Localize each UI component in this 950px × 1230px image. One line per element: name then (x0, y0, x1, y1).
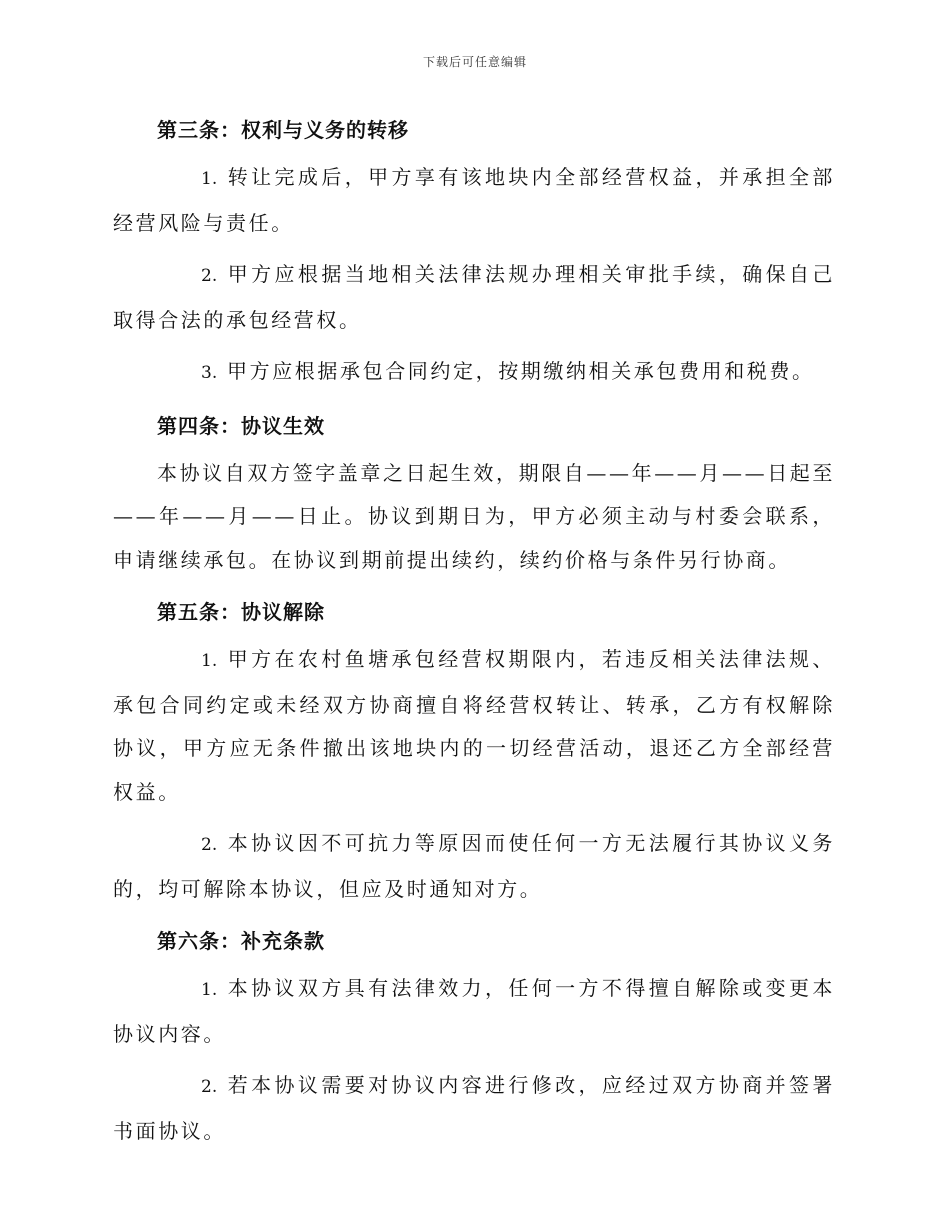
clause-number: 1. (201, 169, 218, 189)
clause-text: 本协议因不可抗力等原因而使任何一方无法履行其协议义务的，均可解除本协议，但应及时通知对方。 (113, 831, 835, 901)
clause-number: 2. (201, 266, 218, 286)
document-body (113, 108, 835, 1161)
clause-number: 2. (201, 835, 218, 855)
clause-item (113, 1064, 835, 1153)
clause-number: 1. (201, 651, 218, 671)
clause-item (113, 253, 835, 342)
page-header: 下载后可任意编辑 (422, 55, 527, 69)
clause-item (113, 822, 835, 911)
clause-text: 本协议双方具有法律效力，任何一方不得擅自解除或变更本协议内容。 (113, 976, 835, 1046)
section-heading-4: 第四条：协议生效 (157, 413, 325, 438)
clause-text: 甲方在农村鱼塘承包经营权期限内，若违反相关法律法规、承包合同约定或未经双方协商擅自将经营权转让、转承，乙方有权解除协议，甲方应无条件撤出该地块内的一切经营活动，退还乙方全部经营权益。 (113, 647, 835, 804)
clause-item (113, 638, 835, 814)
section-paragraph: 本协议自双方签字盖章之日起生效，期限自——年——月——日起至——年——月——日止。协议到期日为，甲方必须主动与村委会联系，申请继续承包。在协议到期前提出续约，续约价格与条件另行协商。 (113, 460, 835, 572)
clause-number: 3. (201, 363, 218, 383)
clause-text: 甲方应根据承包合同约定，按期缴纳相关承包费用和税费。 (227, 359, 815, 383)
section-heading-3: 第三条：权利与义务的转移 (157, 118, 409, 142)
clause-text: 甲方应根据当地相关法律法规办理相关审批手续，确保自己取得合法的承包经营权。 (113, 262, 835, 332)
section-heading-6: 第六条：补充条款 (157, 929, 325, 953)
clause-item (113, 156, 835, 245)
clause-number: 2. (201, 1077, 218, 1097)
clause-number: 1. (201, 980, 218, 1000)
clause-item (113, 967, 835, 1056)
clause-item (113, 350, 835, 396)
clause-text: 若本协议需要对协议内容进行修改，应经过双方协商并签署书面协议。 (113, 1073, 835, 1143)
section-heading-5: 第五条：协议解除 (157, 600, 325, 624)
clause-text: 转让完成后，甲方享有该地块内全部经营权益，并承担全部经营风险与责任。 (113, 165, 835, 235)
